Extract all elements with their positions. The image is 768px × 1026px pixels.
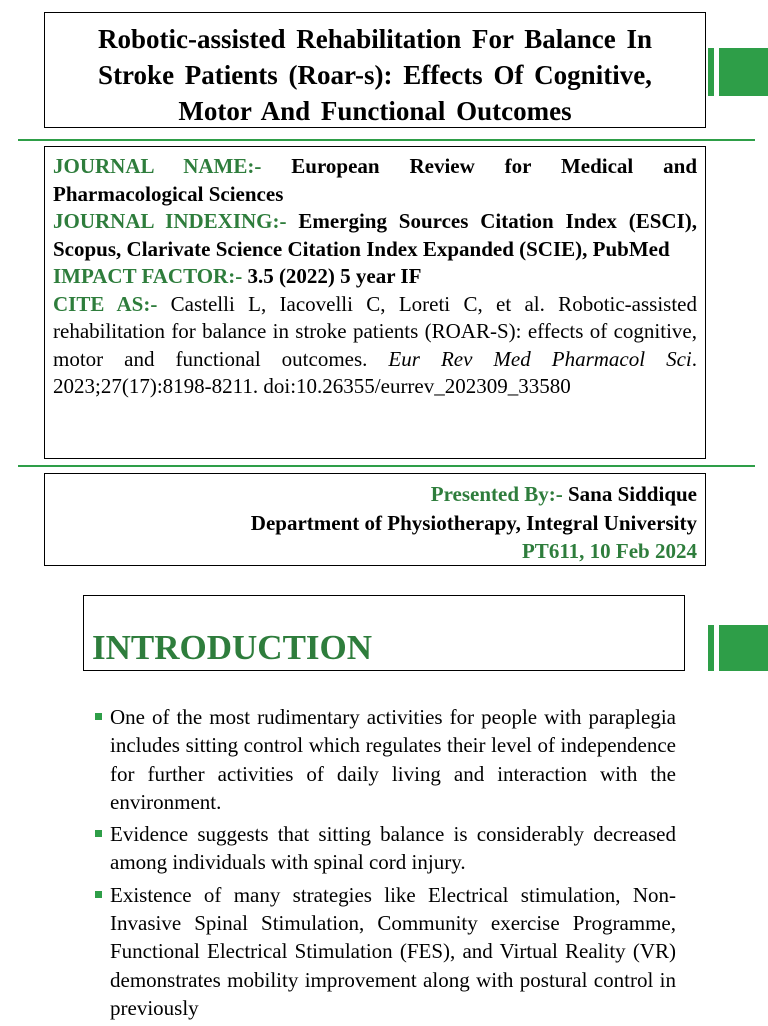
journal-indexing-label: JOURNAL INDEXING:- (53, 209, 287, 233)
introduction-bullet-list (92, 703, 676, 1026)
cite-as-label: CITE AS:- (53, 291, 158, 316)
square-bullet-icon (95, 830, 102, 837)
bullet-text: One of the most rudimentary activities for people with paraplegia includes sitting control which regulates their level of independence for further activities of daily living and interaction with the environment. (110, 705, 676, 814)
journal-indexing-value: Emerging Sources Citation Index (ESCI), Scopus, Clarivate Science Citation Index Expanded (SCIE), PubMed (53, 209, 697, 261)
citation-details: . 2023;27(17):8198-8211. doi:10.26355/eurrev_202309_33580 (53, 346, 697, 398)
square-bullet-icon (95, 713, 102, 720)
presenter-box (44, 473, 706, 566)
presented-by-label: Presented By:- (430, 482, 563, 506)
introduction-heading-box (83, 595, 685, 671)
bullet-text: Evidence suggests that sitting balance is considerably decreased among individuals with spinal cord injury. (110, 822, 676, 875)
list-item (92, 820, 676, 877)
impact-factor-value: 3.5 (2022) 5 year IF (247, 264, 422, 288)
intro-accent-bar (708, 625, 768, 671)
journal-name-value: European Review for Medical and Pharmacological Sciences (53, 154, 698, 206)
list-item (92, 881, 676, 1022)
impact-factor-label: IMPACT FACTOR:- (53, 264, 243, 288)
journal-name-label: JOURNAL NAME:- (53, 154, 262, 178)
divider-top (18, 139, 755, 141)
introduction-heading: INTRODUCTION (92, 628, 373, 667)
department-name: Department of Physiotherapy, Integral University (250, 510, 697, 535)
journal-info-box (44, 146, 706, 459)
citation-text: Castelli L, Iacovelli C, Loreti C, et al. Robotic-assisted rehabilitation for balance in stroke patients (ROAR-S): effects of cognitive, motor and functional outcomes. (53, 291, 698, 371)
presenter-name: Sana Siddique (568, 482, 697, 506)
title-box (44, 12, 706, 128)
bullet-text: Existence of many strategies like Electrical stimulation, Non-Invasive Spinal Stimulation, Community exercise Programme, Functional Electrical Stimulation (FES), and Virtual Reality (VR) demonstrates mobility improvement along with postural control in previously (110, 882, 676, 1020)
slide-title: Robotic-assisted Rehabilitation For Balance In Stroke Patients (Roar-s): Effects Of Cognitive, Motor And Functional Outcomes (97, 24, 653, 126)
citation-journal-abbrev: Eur Rev Med Pharmacol Sci (388, 346, 692, 371)
title-accent-bar (708, 48, 768, 96)
course-date: PT611, 10 Feb 2024 (521, 539, 697, 563)
list-item (92, 703, 676, 816)
divider-middle (18, 465, 755, 467)
square-bullet-icon (95, 891, 102, 898)
